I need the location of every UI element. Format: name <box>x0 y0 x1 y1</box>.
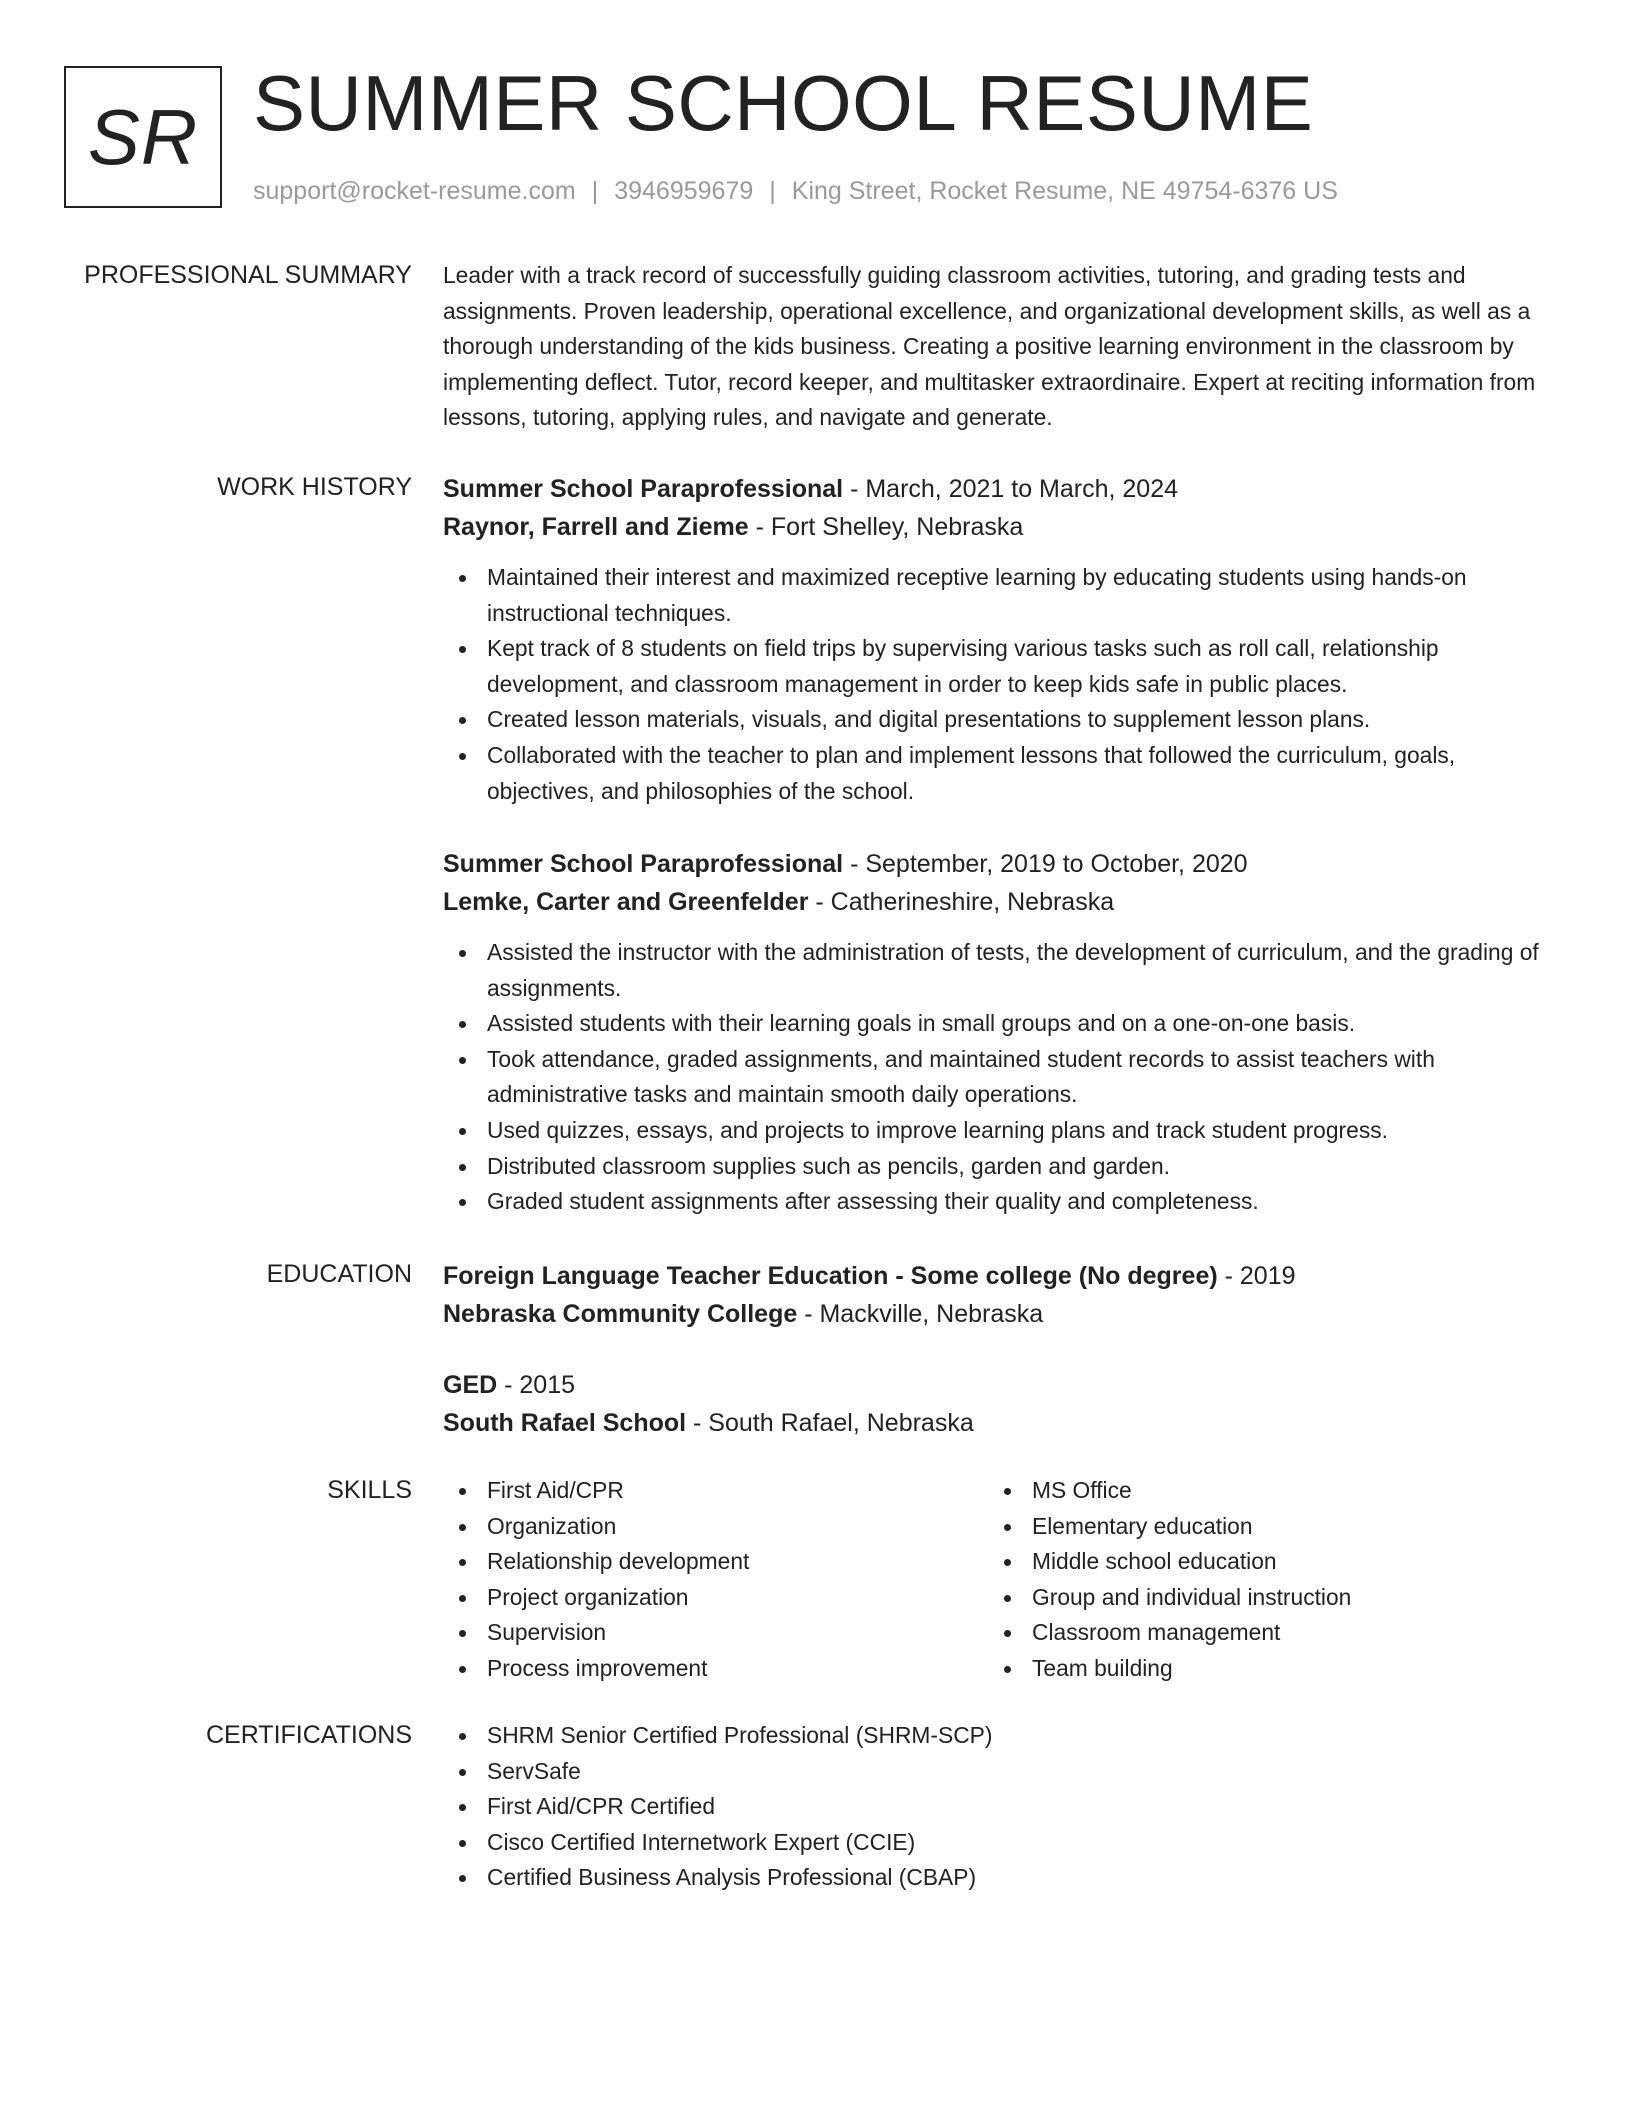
list-item: Graded student assignments after assessing their quality and completeness. <box>443 1184 1553 1220</box>
skills-column-left <box>443 1473 988 1687</box>
list-item: First Aid/CPR Certified <box>443 1789 1553 1825</box>
list-item: Cisco Certified Internetwork Expert (CCIE) <box>443 1825 1553 1861</box>
section-label-summary: PROFESSIONAL SUMMARY <box>84 261 412 289</box>
list-item: SHRM Senior Certified Professional (SHRM-SCP) <box>443 1718 1553 1754</box>
list-item: Assisted the instructor with the administration of tests, the development of curriculum, and the grading of assignments. <box>443 935 1553 1006</box>
section-label-certifications: CERTIFICATIONS <box>205 1721 412 1749</box>
list-item: Team building <box>988 1651 1533 1687</box>
list-item: Used quizzes, essays, and projects to improve learning plans and track student progress. <box>443 1113 1553 1149</box>
job-location: - Catherineshire, Nebraska <box>808 888 1115 916</box>
list-item: MS Office <box>988 1473 1533 1509</box>
section-label-skills: SKILLS <box>327 1476 412 1504</box>
skills-column-right <box>988 1473 1533 1687</box>
job-title-line <box>443 845 1553 883</box>
list-item: Project organization <box>443 1580 988 1616</box>
education-entry <box>443 1257 1553 1333</box>
education-year: - 2019 <box>1217 1262 1296 1290</box>
education-degree-line <box>443 1257 1553 1295</box>
education-entry <box>443 1366 1553 1442</box>
contact-separator: | <box>769 177 776 205</box>
job-title: Summer School Paraprofessional <box>443 475 844 503</box>
education-location: - Mackville, Nebraska <box>797 1300 1044 1328</box>
list-item: Created lesson materials, visuals, and digital presentations to supplement lesson plans. <box>443 702 1553 738</box>
list-item: Middle school education <box>988 1544 1533 1580</box>
list-item: Maintained their interest and maximized receptive learning by educating students using hands-on instructional techniques. <box>443 560 1553 631</box>
contact-phone: 3946959679 <box>614 177 754 205</box>
contact-line <box>253 176 1338 206</box>
list-item: Took attendance, graded assignments, and maintained student records to assist teachers with administrative tasks and maintain smooth daily operations. <box>443 1042 1553 1113</box>
list-item: Distributed classroom supplies such as pencils, garden and garden. <box>443 1149 1553 1185</box>
education-location: - South Rafael, Nebraska <box>686 1409 974 1437</box>
education-degree: Foreign Language Teacher Education - Some college (No degree) <box>443 1262 1218 1290</box>
list-item: Group and individual instruction <box>988 1580 1533 1616</box>
job-bullets <box>443 935 1553 1220</box>
certifications-list <box>443 1718 1553 1896</box>
list-item: Organization <box>443 1509 988 1545</box>
job-entry <box>443 470 1553 809</box>
section-label-work: WORK HISTORY <box>217 473 412 501</box>
job-title-line <box>443 470 1553 508</box>
section-label-education: EDUCATION <box>266 1260 412 1288</box>
skills-list <box>443 1473 988 1687</box>
list-item: Assisted students with their learning goals in small groups and on a one-on-one basis. <box>443 1006 1553 1042</box>
summary-text: Leader with a track record of successfully guiding classroom activities, tutoring, and grading tests and assignments. Proven leadership, operational excellence, and organizational development skills, as well as a thorough understanding of the kids business. Creating a positive learning environment in the classroom by implementing deflect. Tutor, record keeper, and multitasker extraordinaire. Expert at reciting information from lessons, tutoring, applying rules, and navigate and generate. <box>443 262 1536 431</box>
job-company-line <box>443 883 1553 921</box>
contact-separator: | <box>591 177 599 205</box>
list-item: Collaborated with the teacher to plan and implement lessons that followed the curriculum, goals, objectives, and philosophies of the school. <box>443 738 1553 809</box>
education-year: - 2015 <box>497 1371 576 1399</box>
education-school: Nebraska Community College <box>443 1300 798 1328</box>
job-dates: - September, 2019 to October, 2020 <box>843 850 1248 878</box>
job-dates: - March, 2021 to March, 2024 <box>843 475 1179 503</box>
job-company: Lemke, Carter and Greenfelder <box>443 888 809 916</box>
job-company-line <box>443 508 1553 546</box>
skills-grid <box>443 1473 1553 1687</box>
education-degree: GED <box>443 1371 498 1399</box>
list-item: Relationship development <box>443 1544 988 1580</box>
education-school-line <box>443 1295 1553 1333</box>
list-item: ServSafe <box>443 1754 1553 1790</box>
job-company: Raynor, Farrell and Zieme <box>443 513 749 541</box>
job-location: - Fort Shelley, Nebraska <box>748 513 1024 541</box>
education-school-line <box>443 1404 1553 1442</box>
contact-address: King Street, Rocket Resume, NE 49754-6376 US <box>791 177 1338 205</box>
job-bullets <box>443 560 1553 809</box>
job-entry <box>443 845 1553 1220</box>
list-item: First Aid/CPR <box>443 1473 988 1509</box>
education-degree-line <box>443 1366 1553 1404</box>
list-item: Classroom management <box>988 1615 1533 1651</box>
education-school: South Rafael School <box>443 1409 687 1437</box>
resume-title: SUMMER SCHOOL RESUME <box>253 59 1314 147</box>
list-item: Process improvement <box>443 1651 988 1687</box>
list-item: Certified Business Analysis Professional (CBAP) <box>443 1860 1553 1896</box>
list-item: Kept track of 8 students on field trips by supervising various tasks such as roll call, relationship development, and classroom management in order to keep kids safe in public places. <box>443 631 1553 702</box>
list-item: Elementary education <box>988 1509 1533 1545</box>
job-title: Summer School Paraprofessional <box>443 850 844 878</box>
contact-email: support@rocket-resume.com <box>253 177 576 205</box>
skills-list <box>988 1473 1533 1687</box>
list-item: Supervision <box>443 1615 988 1651</box>
monogram: SR <box>64 66 222 208</box>
